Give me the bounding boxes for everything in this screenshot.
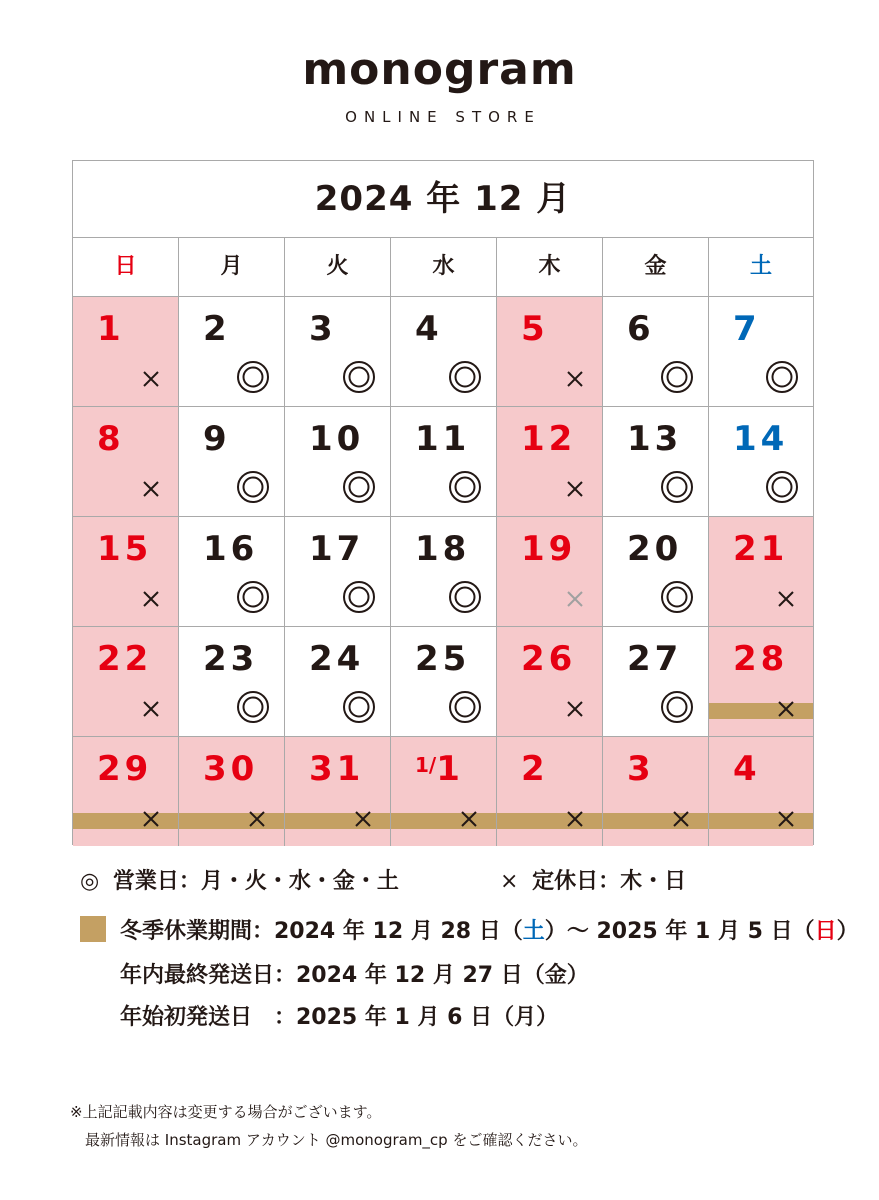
calendar-grid (73, 296, 813, 844)
day-label: 22 (97, 639, 153, 679)
day-cell (285, 626, 391, 736)
day-cell (179, 516, 285, 626)
closed-mark-icon (566, 810, 584, 828)
day-number (415, 747, 464, 791)
day-label: 7 (733, 309, 761, 349)
day-number (733, 417, 788, 461)
closed-mark-icon (354, 810, 372, 828)
open-mark-icon (448, 470, 482, 504)
open-mark-icon (448, 360, 482, 394)
closed-mark-icon (566, 590, 584, 608)
winter-holiday-end: 〜 2025 年 1 月 5 日 (566, 919, 793, 944)
day-cell (73, 736, 179, 846)
closed-mark-icon (460, 810, 478, 828)
day-label: 14 (733, 419, 789, 459)
day-label: 15 (97, 529, 153, 569)
day-cell (709, 736, 813, 846)
day-label: 19 (521, 529, 577, 569)
day-number (733, 307, 761, 351)
closed-mark-icon (142, 810, 160, 828)
winter-holiday-label: 冬季休業期間：2024 年 12 月 28 日 (120, 919, 501, 944)
day-number (521, 747, 549, 791)
calendar (72, 160, 814, 845)
legend-open-row (80, 864, 399, 895)
day-cell (73, 626, 179, 736)
day-number (97, 747, 152, 791)
day-number (733, 637, 788, 681)
day-label: 3 (309, 309, 337, 349)
day-cell (73, 516, 179, 626)
day-cell (391, 736, 497, 846)
open-mark-icon (236, 690, 270, 724)
winter-holiday-swatch (80, 916, 106, 942)
winter-holiday-band (285, 813, 390, 829)
day-cell (391, 626, 497, 736)
day-label: 2 (203, 309, 231, 349)
day-cell (603, 406, 709, 516)
day-label: 16 (203, 529, 259, 569)
winter-holiday-band (391, 813, 496, 829)
day-number (415, 417, 470, 461)
closed-mark-icon (142, 700, 160, 718)
day-label: 17 (309, 529, 365, 569)
day-number (203, 527, 258, 571)
weekday-header: 月 (179, 238, 285, 296)
open-mark-icon (236, 360, 270, 394)
winter-sat-day: 土 (522, 919, 545, 944)
day-label: 4 (733, 749, 761, 789)
day-cell (179, 736, 285, 846)
closed-day-symbol: × (500, 869, 519, 894)
open-mark-icon (660, 690, 694, 724)
open-mark-icon (448, 690, 482, 724)
day-cell (497, 736, 603, 846)
winter-sun-close: ） (836, 919, 859, 944)
day-number (627, 747, 655, 791)
day-number (309, 747, 364, 791)
open-mark-icon (342, 360, 376, 394)
winter-sat-open: （ (500, 919, 523, 944)
open-mark-icon (765, 470, 799, 504)
day-cell (497, 626, 603, 736)
day-number (203, 747, 258, 791)
day-label: 3 (627, 749, 655, 789)
brand-logo: monogram (302, 44, 577, 95)
weekday-header: 土 (749, 254, 772, 279)
day-cell (497, 516, 603, 626)
open-day-symbol: ◎ (80, 869, 100, 894)
day-cell (709, 626, 813, 736)
closed-mark-icon (777, 700, 795, 718)
day-cell (391, 516, 497, 626)
winter-sun-open: （ (792, 919, 815, 944)
closed-mark-icon (142, 590, 160, 608)
closed-mark-icon (566, 700, 584, 718)
brand-subtitle: ONLINE STORE (345, 108, 541, 126)
winter-sat-close: ） (544, 919, 567, 944)
winter-holiday-band (73, 813, 178, 829)
weekday-header: 金 (603, 238, 709, 296)
day-cell (603, 626, 709, 736)
day-cell (497, 406, 603, 516)
day-number (521, 417, 576, 461)
day-label: 29 (97, 749, 153, 789)
day-number (627, 417, 682, 461)
winter-holiday-band (179, 813, 284, 829)
day-number (203, 637, 258, 681)
open-mark-icon (236, 470, 270, 504)
day-number (733, 527, 788, 571)
day-number (415, 527, 470, 571)
calendar-title: 2024 年 12 月 (73, 161, 813, 238)
day-number (203, 417, 231, 461)
winter-holiday-band (709, 813, 813, 829)
day-cell (179, 626, 285, 736)
weekday-header: 日 (73, 238, 179, 296)
day-label: 24 (309, 639, 365, 679)
day-label: 31 (309, 749, 365, 789)
day-number (309, 527, 364, 571)
day-cell (603, 516, 709, 626)
day-cell (285, 736, 391, 846)
day-cell (497, 296, 603, 406)
day-cell (179, 406, 285, 516)
day-label: 8 (97, 419, 125, 459)
day-cell (709, 516, 813, 626)
brand-header (0, 42, 879, 126)
day-label: 5 (521, 309, 549, 349)
weekday-header: 水 (391, 238, 497, 296)
day-label: 12 (521, 419, 577, 459)
day-label: 23 (203, 639, 259, 679)
day-label: 28 (733, 639, 789, 679)
first-shipping-day: 年始初発送日 ：2025 年 1 月 6 日（月） (120, 1005, 559, 1030)
open-mark-icon (660, 580, 694, 614)
day-cell (603, 296, 709, 406)
day-number (627, 637, 682, 681)
legend-winter-row (80, 914, 859, 945)
closed-mark-icon (248, 810, 266, 828)
day-cell (73, 406, 179, 516)
day-cell (285, 406, 391, 516)
day-number (521, 307, 549, 351)
month-prefix: 1/ (415, 753, 437, 777)
day-label: 9 (203, 419, 231, 459)
closed-mark-icon (777, 810, 795, 828)
day-number (415, 637, 470, 681)
closed-mark-icon (142, 480, 160, 498)
day-label: 1 (436, 749, 464, 789)
day-number (97, 527, 152, 571)
closed-mark-icon (672, 810, 690, 828)
winter-holiday-band (709, 703, 813, 719)
open-mark-icon (448, 580, 482, 614)
day-label: 20 (627, 529, 683, 569)
open-mark-icon (660, 360, 694, 394)
day-label: 4 (415, 309, 443, 349)
day-cell (391, 406, 497, 516)
closed-mark-icon (777, 590, 795, 608)
note-line-2: 最新情報は Instagram アカウント @monogram_cp をご確認ください。 (70, 1131, 588, 1149)
day-cell (709, 406, 813, 516)
day-label: 27 (627, 639, 683, 679)
day-number (733, 747, 761, 791)
day-cell (709, 296, 813, 406)
day-cell (285, 296, 391, 406)
day-number (309, 637, 364, 681)
day-number (309, 417, 364, 461)
open-mark-icon (342, 690, 376, 724)
day-cell (603, 736, 709, 846)
winter-sun-day: 日 (814, 919, 837, 944)
open-mark-icon (660, 470, 694, 504)
weekday-header-row (73, 238, 813, 296)
day-label: 21 (733, 529, 789, 569)
open-days-text: 営業日：月・火・水・金・土 (112, 869, 399, 894)
day-cell (179, 296, 285, 406)
day-number (97, 417, 125, 461)
day-label: 18 (415, 529, 471, 569)
day-cell (73, 296, 179, 406)
day-label: 26 (521, 639, 577, 679)
day-number (521, 527, 576, 571)
day-number (415, 307, 443, 351)
day-label: 25 (415, 639, 471, 679)
day-number (97, 307, 125, 351)
weekday-header: 木 (497, 238, 603, 296)
day-cell (391, 296, 497, 406)
last-shipping-day: 年内最終発送日：2024 年 12 月 27 日（金） (120, 963, 589, 988)
open-mark-icon (236, 580, 270, 614)
open-mark-icon (342, 580, 376, 614)
closed-mark-icon (566, 480, 584, 498)
note-line-1: ※上記記載内容は変更する場合がございます。 (70, 1103, 382, 1121)
day-label: 2 (521, 749, 549, 789)
day-number (627, 527, 682, 571)
day-number (309, 307, 337, 351)
day-number (521, 637, 576, 681)
notes (70, 1098, 587, 1154)
day-label: 6 (627, 309, 655, 349)
weekday-header: 火 (285, 238, 391, 296)
winter-holiday-band (497, 813, 602, 829)
day-number (203, 307, 231, 351)
legend-closed-row (500, 864, 686, 895)
day-label: 1 (97, 309, 125, 349)
closed-days-text: 定休日：木・日 (532, 869, 687, 894)
closed-mark-icon (142, 370, 160, 388)
day-cell (285, 516, 391, 626)
day-label: 30 (203, 749, 259, 789)
day-number (627, 307, 655, 351)
day-label: 10 (309, 419, 365, 459)
open-mark-icon (765, 360, 799, 394)
closed-mark-icon (566, 370, 584, 388)
day-label: 11 (415, 419, 471, 459)
day-number (97, 637, 152, 681)
day-label: 13 (627, 419, 683, 459)
winter-holiday-band (603, 813, 708, 829)
open-mark-icon (342, 470, 376, 504)
